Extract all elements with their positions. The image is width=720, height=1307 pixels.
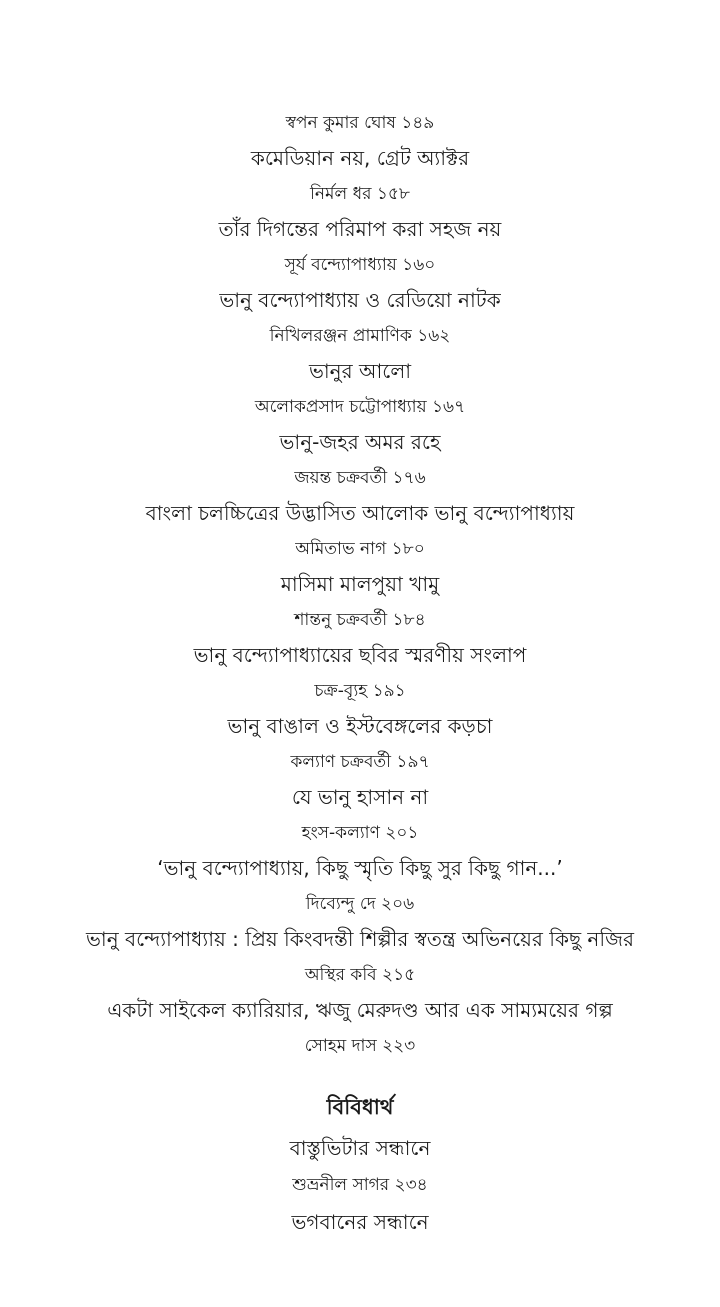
- toc-title-line: কমেডিয়ান নয়, গ্রেট অ্যাক্টর: [250, 146, 470, 170]
- toc-title-line: ভানু বন্দ্যোপাধ্যায় : প্রিয় কিংবদন্তী শিল্পীর স্বতন্ত্র অভিনয়ের কিছু নজির: [86, 927, 634, 951]
- toc-author-line: নিখিলরঞ্জন প্রামাণিক ১৬২: [269, 326, 451, 346]
- toc-author-line: অলোকপ্রসাদ চট্টোপাধ্যায় ১৬৭: [254, 397, 466, 417]
- toc-title-line: ভগবানের সন্ধানে: [291, 1210, 429, 1234]
- toc-author-line: সূর্য বন্দ্যোপাধ্যায় ১৬০: [284, 255, 436, 275]
- toc-author-line: চক্র-ব্যূহ ১৯১: [314, 681, 406, 701]
- toc-title-line: ভানু বাঙাল ও ইস্টবেঙ্গলের কড়চা: [227, 714, 493, 738]
- toc-author-line: হংস-কল্যাণ ২০১: [301, 823, 419, 843]
- toc-author-line: দিব্যেন্দু দে ২০৬: [305, 894, 415, 914]
- toc-title-line: ভানু বন্দ্যোপাধ্যায়ের ছবির স্মরণীয় সংলাপ: [193, 643, 527, 667]
- toc-author-line: অস্থির কবি ২১৫: [304, 965, 416, 985]
- toc-title-line: তাঁর দিগন্তের পরিমাপ করা সহজ নয়: [218, 217, 502, 241]
- toc-title-line: বাস্তুভিটার সন্ধানে: [289, 1136, 431, 1160]
- toc-title-line: ‘ভানু বন্দ্যোপাধ্যায়, কিছু স্মৃতি কিছু সুর কিছু গান...’: [157, 856, 563, 880]
- toc-author-line: শুভ্রনীল সাগর ২৩৪: [292, 1175, 428, 1195]
- toc-title-line: ভানু বন্দ্যোপাধ্যায় ও রেডিয়ো নাটক: [219, 288, 501, 312]
- toc-author-line: নির্মল ধর ১৫৮: [310, 184, 410, 204]
- toc-title-line: বাংলা চলচ্চিত্রের উদ্ভাসিত আলোক ভানু বন্দ্যোপাধ্যায়: [145, 501, 575, 525]
- toc-title-line: ভানু-জহর অমর রহে: [279, 430, 441, 454]
- toc-title-line: ভানুর আলো: [308, 359, 412, 383]
- table-of-contents: [0, 106, 720, 1063]
- toc-author-line: কল্যাণ চক্রবর্তী ১৯৭: [290, 752, 430, 772]
- toc-author-line: অমিতাভ নাগ ১৮০: [295, 539, 425, 559]
- toc-author-line: স্বপন কুমার ঘোষ ১৪৯: [285, 113, 435, 133]
- section-heading: বিবিধার্থ: [326, 1095, 394, 1119]
- toc-title-line: একটা সাইকেল ক্যারিয়ার, ঋজু মেরুদণ্ড আর এক সাম্যময়ের গল্প: [107, 998, 613, 1022]
- toc-title-line: যে ভানু হাসান না: [291, 785, 429, 809]
- section-bibidhartha: [0, 1085, 720, 1241]
- toc-author-line: জয়ন্ত চক্রবর্তী ১৭৬: [294, 468, 426, 488]
- toc-title-line: মাসিমা মালপুয়া খামু: [280, 572, 440, 596]
- toc-author-line: শান্তনু চক্রবর্তী ১৮৪: [294, 610, 426, 630]
- toc-author-line: সোহম দাস ২২৩: [304, 1036, 416, 1056]
